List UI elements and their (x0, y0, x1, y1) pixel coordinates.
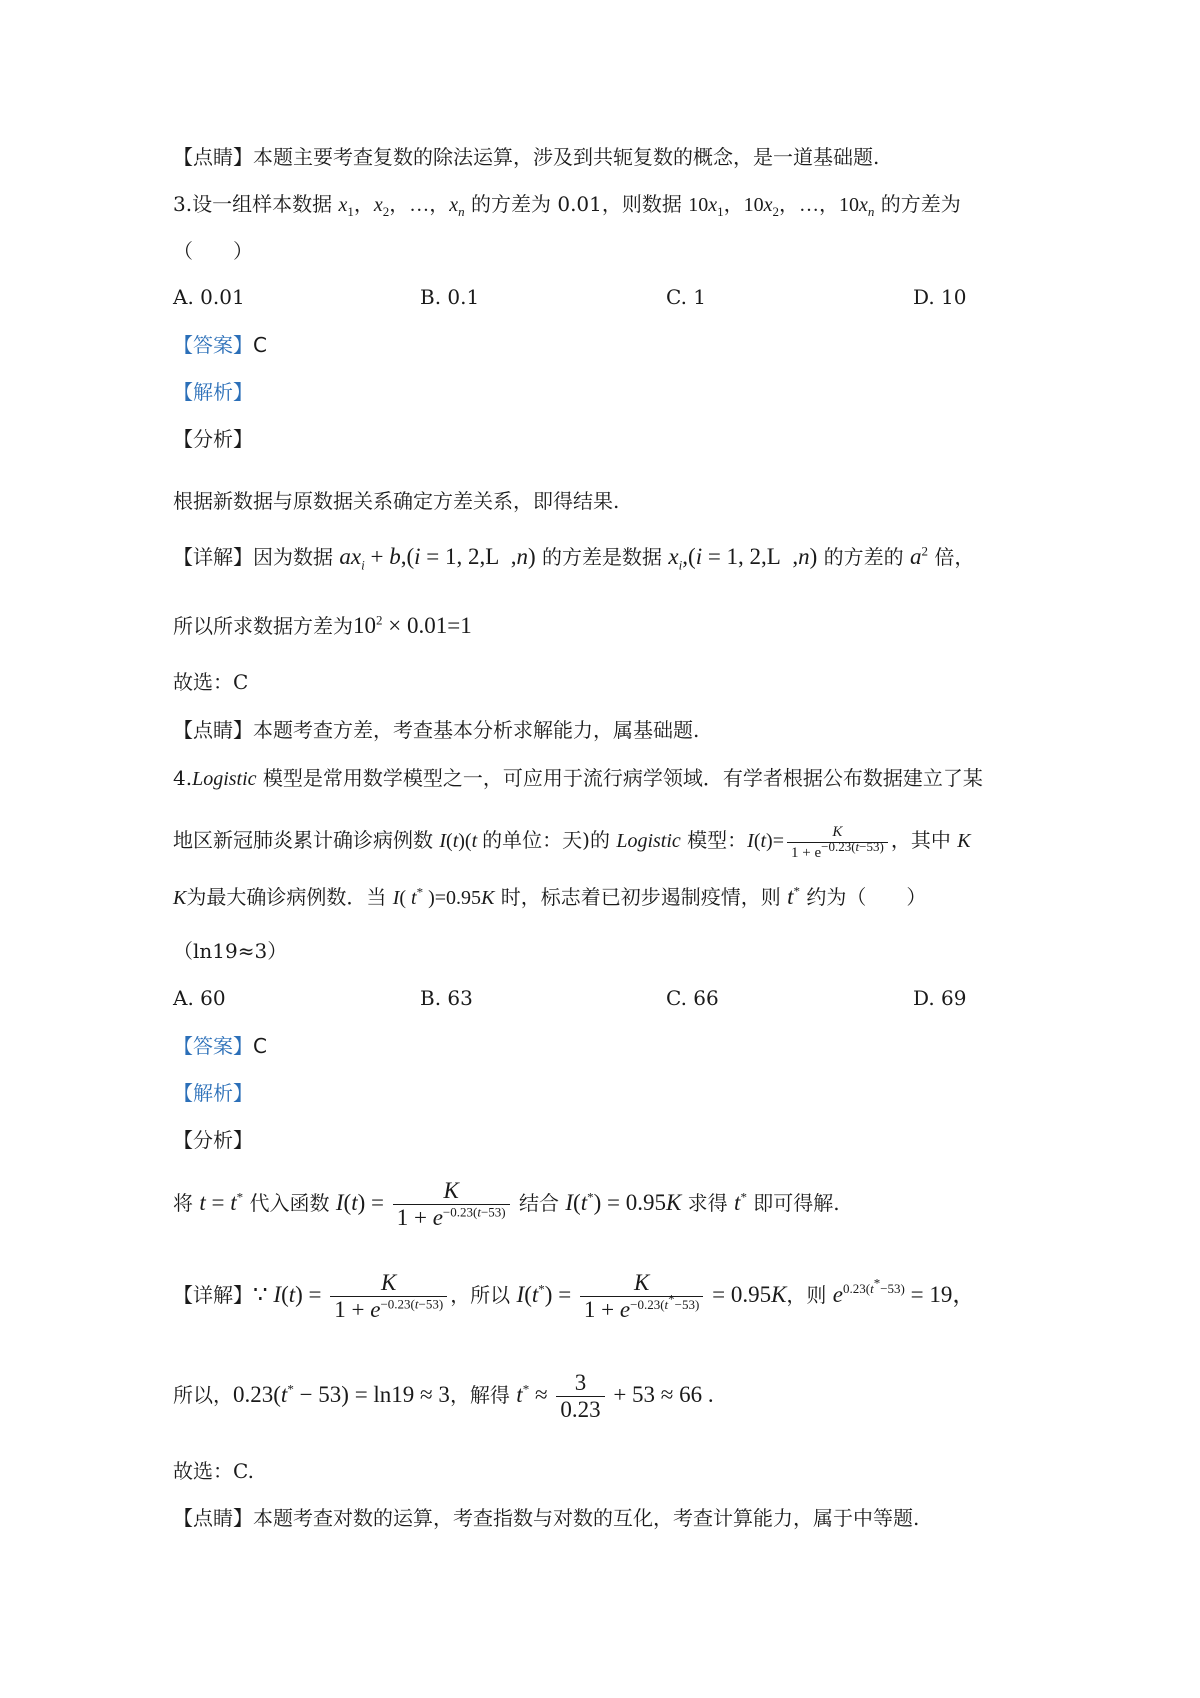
q3-option-d: D. 10 (913, 285, 967, 309)
q3-dianjing (173, 716, 699, 744)
dianjing-text: 本题主要考查复数的除法运算，涉及到共轭复数的概念，是一道基础题. (253, 145, 880, 169)
q4-choose: 故选：C. (173, 1459, 254, 1483)
q4-xiangjie-line2 (173, 1362, 714, 1428)
q4-xj-eq: I(t*) = $\frac{K}{1 + e^{-0.23(t^*-53)}}$ = 0.95K (516, 1270, 787, 1323)
q4-condition-formula: I( t* )=0.95K (392, 884, 495, 909)
q4-stem-text: 模型： (680, 828, 748, 852)
q4-tstar: t* (734, 1189, 747, 1215)
dianjing-line-q2 (173, 143, 879, 171)
q3-data-list: $x_1$，$x_2$，…，$x_n$ (338, 194, 465, 219)
q3-fenxi-text: 根据新数据与原数据关系确定方差关系，即得结果. (173, 489, 620, 513)
answer-tag: 【答案】 (173, 1034, 253, 1058)
q4-dianjing-text: 本题考查对数的运算，考查指数与对数的互化，考查计算能力，属于中等题. (253, 1506, 920, 1530)
q3-jiexi-tag: 【解析】 (173, 380, 253, 404)
q4-option-d: D. 69 (913, 986, 967, 1010)
q3-stem-part: 的方差为 (874, 192, 961, 216)
q4-t-eq-tstar: t = t* (199, 1189, 244, 1215)
q4-fenxi-part: 将 (173, 1191, 200, 1215)
q4-because-func: ∵ I(t) = $\frac{K}{1 + e^{-0.23(t-53)}}$ (253, 1282, 450, 1307)
q3-xj-part: 因为数据 (253, 545, 340, 569)
q4-K-symbol: K (173, 887, 187, 909)
q4-stem-text: 的单位：天)的 (482, 828, 617, 852)
q4-hint: （ln19≈3） (173, 939, 288, 963)
q4-fenxi-part: 代入函数 (243, 1191, 336, 1215)
question-4-stem-line1 (173, 764, 983, 793)
q4-xj-part: ，所以 (450, 1283, 517, 1307)
q4-xiangjie-line1 (173, 1262, 975, 1328)
q3-xiangjie-line (173, 543, 974, 571)
q4-stem-text: 时，标志着已初步遏制疫情，则 (494, 885, 788, 909)
q4-xj2-log: 0.23(t* − 53) = ln19 ≈ 3 (233, 1381, 450, 1407)
q4-fenxi-cond: I(t*) = 0.95K (565, 1189, 682, 1215)
q4-stem-text: 地区新冠肺炎累计确诊病例数 (173, 828, 440, 852)
question-4-stem-line2 (173, 810, 971, 871)
q4-dianjing (173, 1504, 919, 1532)
dianjing-tag: 【点睛】 (173, 1506, 253, 1530)
q4-fenxi-tag: 【分析】 (173, 1128, 253, 1152)
q4-fenxi-part: 结合 (512, 1191, 566, 1215)
dianjing-tag: 【点睛】 (173, 718, 253, 742)
q4-tstar: t* (787, 883, 801, 909)
xiangjie-tag: 【详解】 (173, 545, 253, 569)
q3-xj-part: 的方差的 (817, 545, 910, 569)
q3-xj-part: 倍， (928, 545, 975, 569)
q3-xiangjie-line2 (173, 612, 472, 640)
q3-formula-x: $x_i,(i = 1$, 2,L ,n) (668, 544, 818, 573)
q4-K-symbol: K (957, 830, 971, 852)
q3-dianjing-text: 本题考查方差，考查基本分析求解能力，属基础题. (253, 718, 700, 742)
q4-logistic-word: Logistic (616, 830, 681, 852)
q4-xj2-part: ，解得 (449, 1383, 517, 1407)
q4-option-b: B. 63 (420, 986, 473, 1010)
answer-tag: 【答案】 (173, 333, 253, 357)
q4-fenxi-part: 即可得解. (746, 1191, 840, 1215)
q3-answer (173, 331, 267, 359)
q3-xj2-part: 所以所求数据方差为 (173, 614, 353, 638)
q4-It-notation: I(t)(t (439, 830, 478, 852)
q4-model-formula: I(t)= $\frac{K}{1 + e^{-0.23(t-53)}}$ (747, 830, 891, 852)
q4-fenxi-part: 求得 (681, 1191, 735, 1215)
q3-option-a: A. 0.01 (173, 285, 245, 309)
q4-option-c: C. 66 (666, 986, 719, 1010)
q4-logistic-word: Logistic (192, 768, 257, 790)
q3-answer-value: C (253, 333, 267, 357)
q4-jiexi-tag: 【解析】 (173, 1081, 253, 1105)
q3-fenxi-tag: 【分析】 (173, 427, 253, 451)
q4-xj-exp: $e^{0.23(t^*-53)} = 19$， (832, 1276, 976, 1307)
q4-answer (173, 1032, 267, 1060)
q3-formula-ax-b: $ax_i + b,(i = 1$, 2,L ,n) (339, 544, 536, 573)
q3-option-b: B. 0.1 (420, 285, 480, 309)
q4-stem-text: 为最大确诊病例数．当 (186, 885, 393, 909)
xiangjie-tag: 【详解】 (173, 1283, 253, 1307)
q3-option-c: C. 1 (666, 285, 707, 309)
q4-stem-text: ，其中 (890, 828, 958, 852)
q3-xj-part: 的方差是数据 (535, 545, 669, 569)
q3-formula-result: $10^2 \times 0.01=1$ (353, 612, 472, 638)
q4-xj-part: ，则 (786, 1283, 833, 1307)
q4-fenxi-func: I(t) = $\frac{K}{1 + e^{-0.23(t-53)}}$ (336, 1190, 513, 1215)
q4-option-a: A. 60 (173, 986, 226, 1010)
dianjing-tag: 【点睛】 (173, 145, 253, 169)
q4-stem-text: 模型是常用数学模型之一，可应用于流行病学领域．有学者根据公布数据建立了某 (256, 766, 983, 790)
q3-new-data-list: $10x_1$，$10x_2$，…，$10x_n$ (688, 194, 875, 219)
q3-stem-part: 的方差为 0.01，则数据 (464, 192, 689, 216)
q3-stem-part: 3.设一组样本数据 (173, 192, 339, 216)
q3-paren: （ ） (173, 239, 253, 263)
q4-answer-value: C (253, 1034, 267, 1058)
q4-xj2-part: 所以， (173, 1383, 233, 1407)
q4-number: 4. (173, 766, 193, 790)
q3-formula-a2: $a^2$ (910, 543, 928, 569)
q3-choose: 故选：C (173, 670, 249, 694)
q4-stem-text: 约为（ ） (800, 885, 927, 909)
q4-fenxi-text (173, 1170, 840, 1236)
q4-xj2-solve: t* ≈ $\frac{3}{0.23}$ + 53 ≈ 66 . (516, 1370, 714, 1423)
question-4-stem-line3 (173, 883, 926, 912)
question-3-stem (173, 190, 961, 219)
